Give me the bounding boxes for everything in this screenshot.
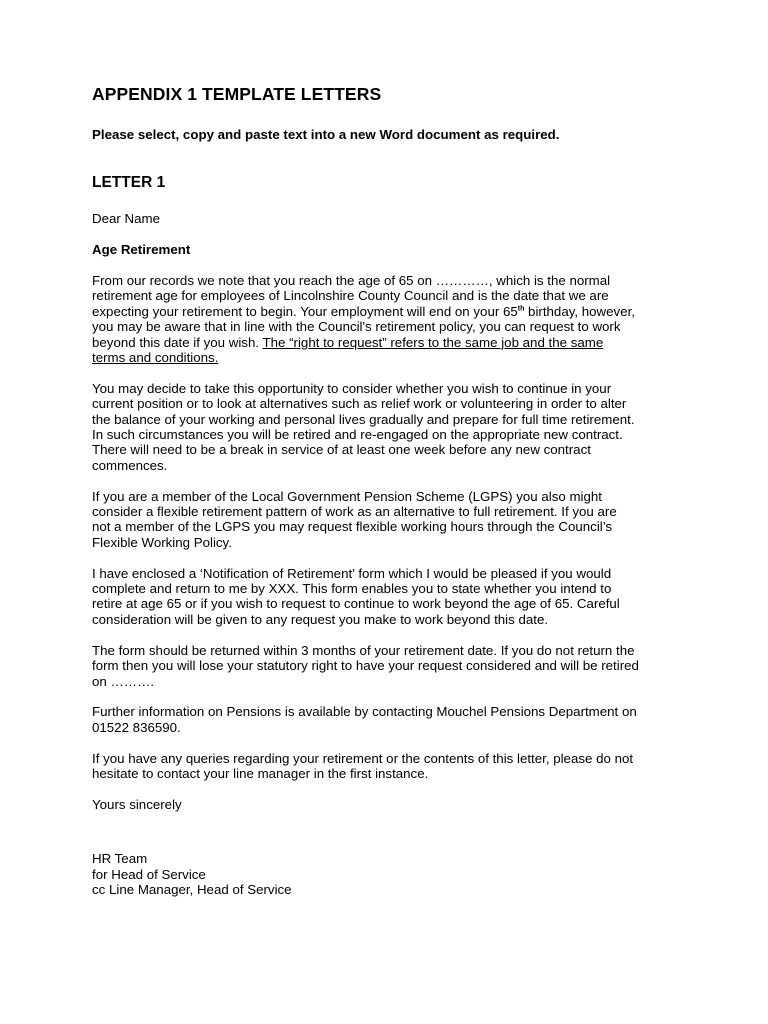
- paragraph-line: There will need to be a break in service of at least one week before any new contract: [92, 442, 591, 458]
- paragraph-line: The form should be returned within 3 months of your retirement date. If you do not return the: [92, 642, 635, 658]
- paragraph-7: [92, 751, 692, 782]
- paragraph-6: [92, 704, 692, 735]
- underlined-text: The “right to request” refers to the same job and the same: [262, 334, 604, 350]
- text-run: beyond this date if you wish.: [92, 334, 263, 350]
- letter-subject: Age Retirement: [92, 242, 191, 257]
- paragraph-5: [92, 643, 692, 689]
- paragraph-line: commences.: [92, 457, 168, 473]
- signature-line: HR Team: [92, 851, 148, 867]
- paragraph-line: I have enclosed a ‘Notification of Retirement’ form which I would be pleased if you would: [92, 565, 612, 581]
- instruction-text: Please select, copy and paste text into a new Word document as required.: [92, 127, 560, 142]
- paragraph-line: 01522 836590.: [92, 719, 181, 735]
- signature-line: cc Line Manager, Head of Service: [92, 881, 292, 897]
- closing: Yours sincerely: [92, 796, 182, 812]
- paragraph-line: hesitate to contact your line manager in the first instance.: [92, 765, 429, 781]
- paragraph-line: If you have any queries regarding your retirement or the contents of this letter, please do not: [92, 750, 634, 766]
- text-run: birthday, however,: [524, 303, 635, 319]
- letter-body: [92, 211, 692, 897]
- paragraph-line: form then you will lose your statutory right to have your request considered and will be retired: [92, 658, 639, 674]
- paragraph-line: Further information on Pensions is available by contacting Mouchel Pensions Department on: [92, 704, 637, 720]
- paragraph-4: [92, 566, 692, 628]
- paragraph-line: [92, 335, 692, 350]
- paragraph-line: retire at age 65 or if you wish to request to continue to work beyond the age of 65. Careful: [92, 596, 620, 612]
- paragraph-line: Flexible Working Policy.: [92, 534, 232, 550]
- paragraph-line: In such circumstances you will be retired and re-engaged on the appropriate new contract.: [92, 427, 623, 443]
- underlined-text: terms and conditions.: [92, 350, 219, 366]
- paragraph-line: consider a flexible retirement pattern of work as an alternative to full retirement. If you are: [92, 504, 617, 520]
- greeting: Dear Name: [92, 211, 160, 226]
- paragraph-line: [92, 304, 692, 319]
- paragraph-line: From our records we note that you reach the age of 65 on …………, which is the normal: [92, 273, 611, 288]
- paragraph-line: current position or to look at alternatives such as relief work or volunteering in order to alter: [92, 396, 627, 412]
- paragraph-line: the balance of your working and personal lives gradually and prepare for full time retirement.: [92, 411, 635, 427]
- paragraph-line: consideration will be given to any request you make to work beyond this date.: [92, 611, 549, 627]
- ordinal-suffix: th: [517, 305, 525, 313]
- text-run: expecting your retirement to begin. Your employment will end on your 65: [92, 303, 518, 319]
- paragraph-2: [92, 381, 692, 473]
- paragraph-line: complete and return to me by XXX. This form enables you to state whether you intend to: [92, 581, 612, 597]
- paragraph-line: you may be aware that in line with the Council's retirement policy, you can request to work: [92, 319, 621, 335]
- paragraph-3: [92, 489, 692, 551]
- paragraph-line: on ……….: [92, 673, 155, 689]
- letter-title: LETTER 1: [92, 174, 166, 191]
- page-title: APPENDIX 1 TEMPLATE LETTERS: [92, 84, 382, 104]
- paragraph-line: retirement age for employees of Lincolnshire County Council and is the date that we are: [92, 288, 609, 304]
- paragraph-line: If you are a member of the Local Government Pension Scheme (LGPS) you also might: [92, 488, 602, 504]
- paragraph-line: not a member of the LGPS you may request flexible working hours through the Council’s: [92, 519, 613, 535]
- paragraph-1: [92, 273, 692, 365]
- paragraph-line: You may decide to take this opportunity to consider whether you wish to continue in your: [92, 380, 612, 396]
- signature-block: [92, 851, 692, 897]
- signature-line: for Head of Service: [92, 866, 206, 882]
